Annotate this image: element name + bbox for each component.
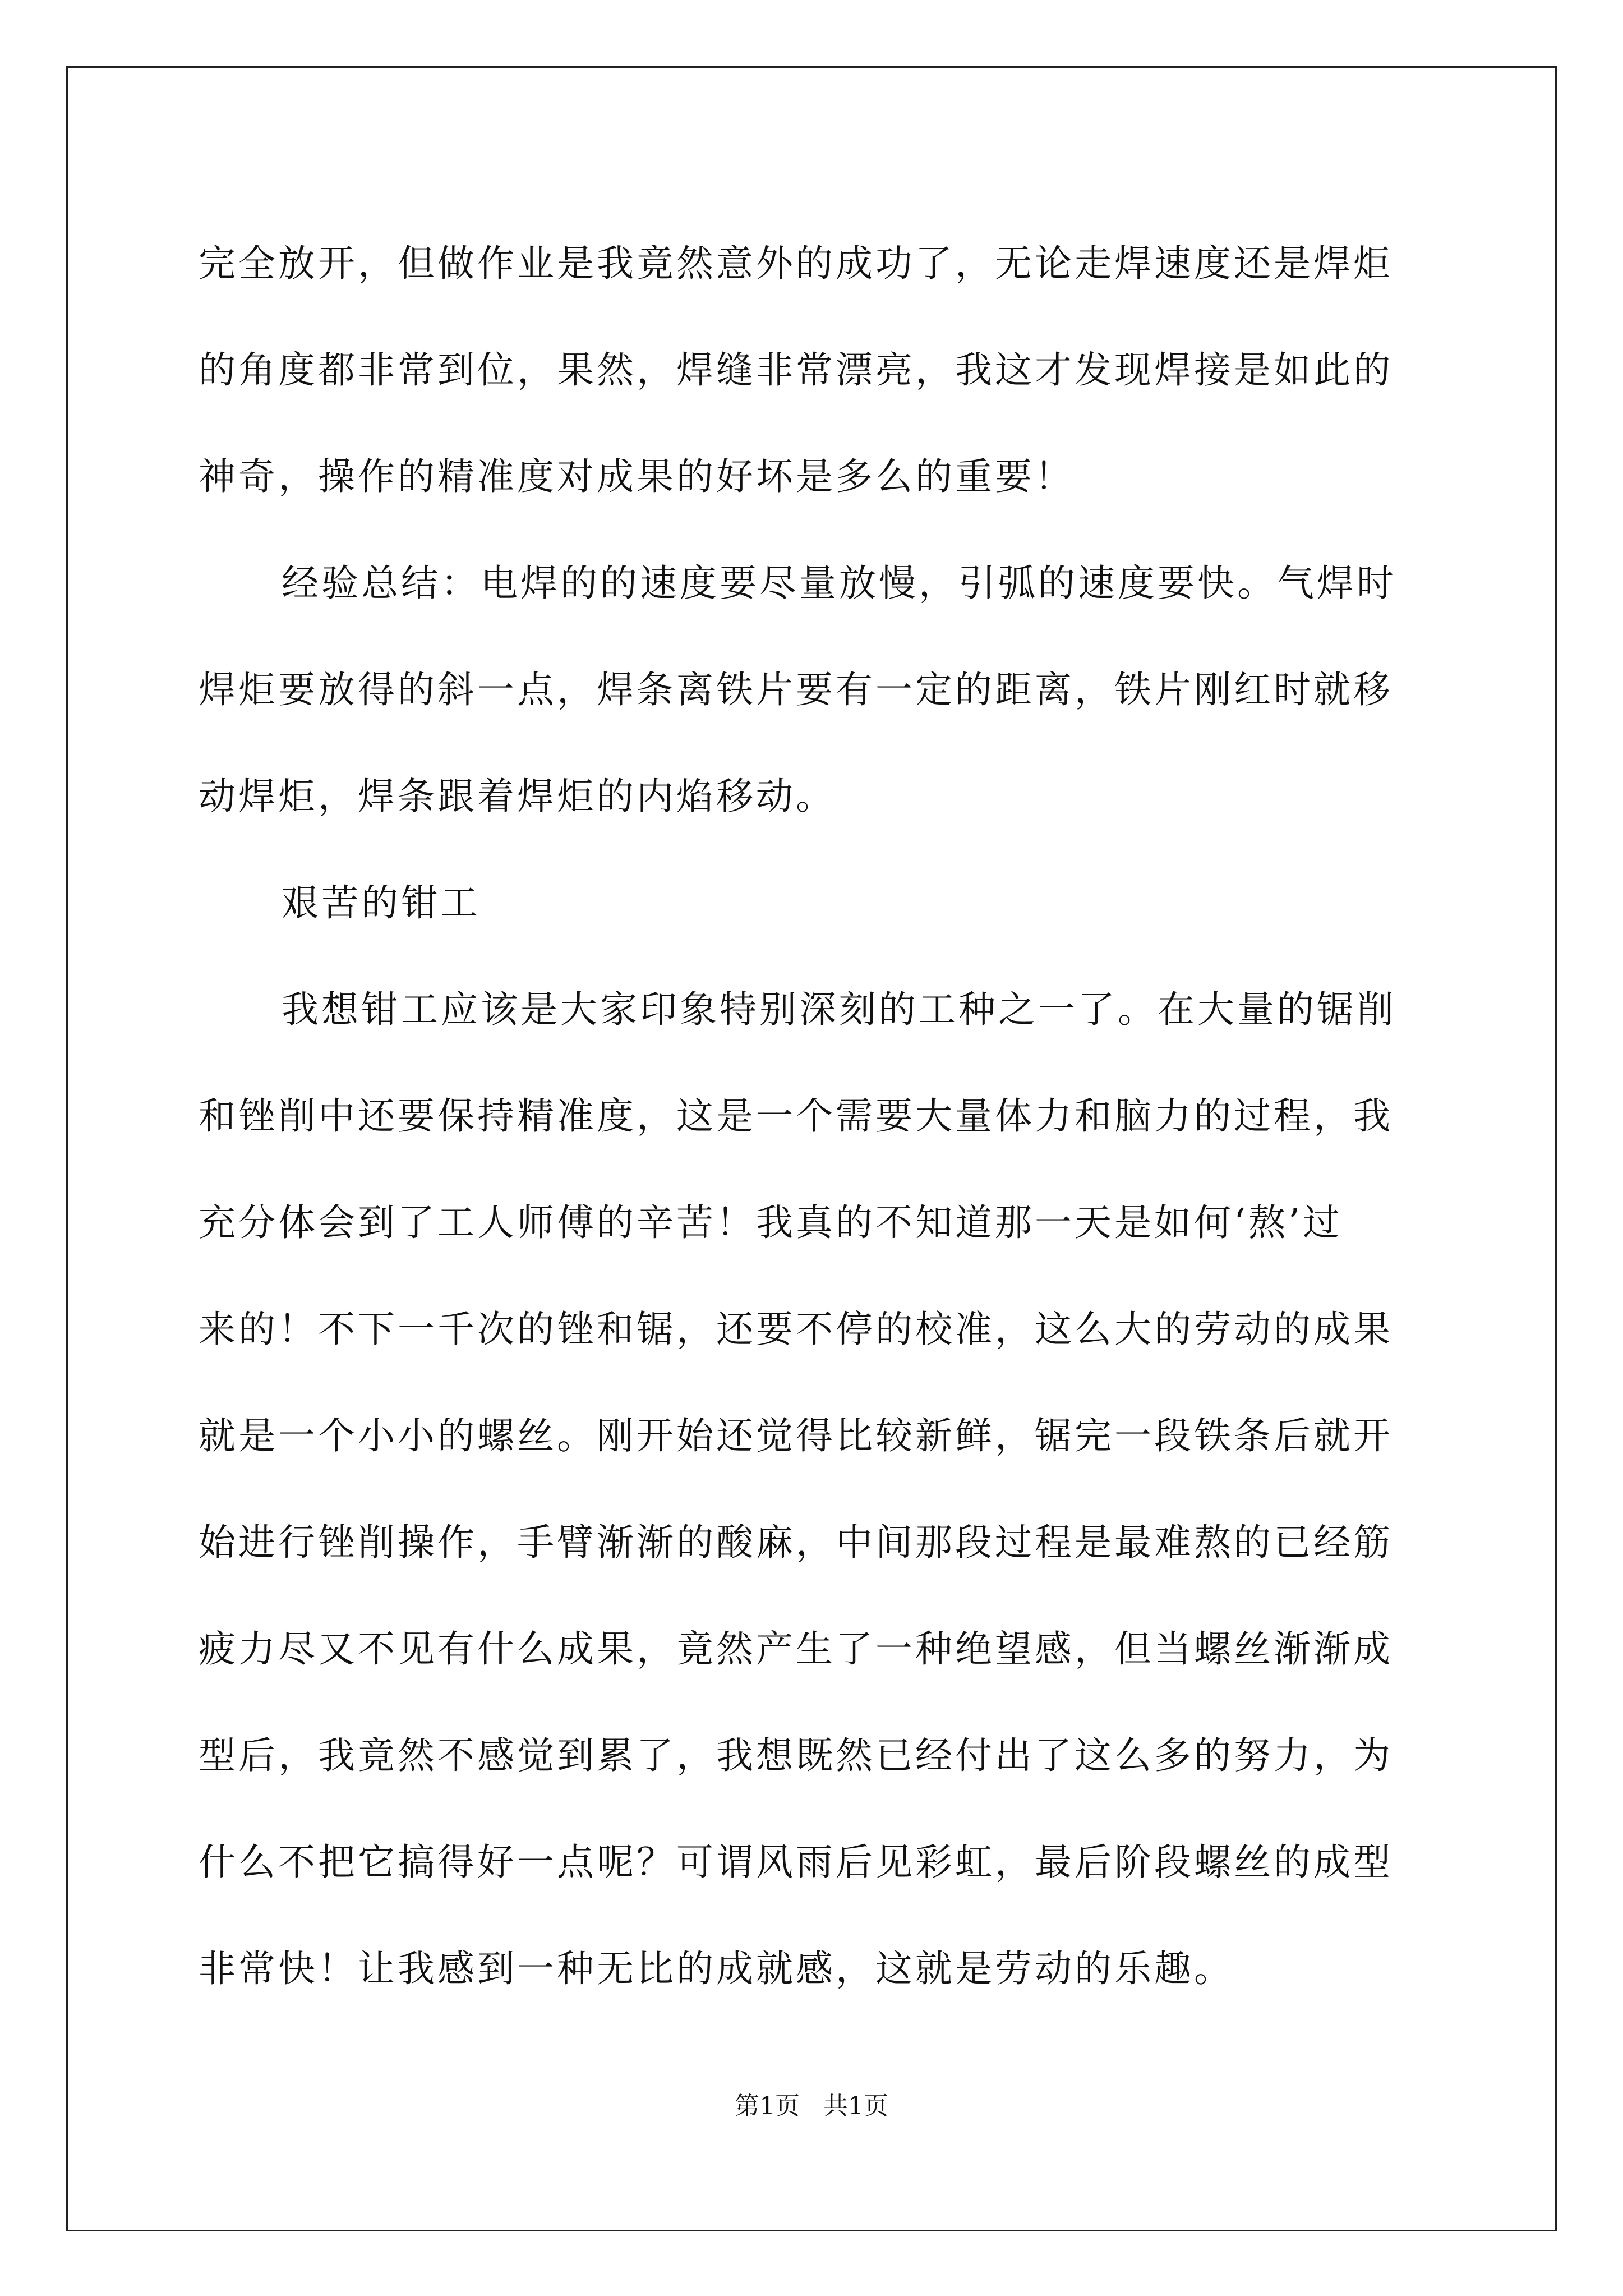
- text-line: 来的！不下一千次的锉和锯，还要不停的校准，这么大的劳动的成果: [199, 1308, 1393, 1351]
- text-line: 充分体会到了工人师傅的辛苦！我真的不知道那一天是如何‘熬’过: [199, 1201, 1343, 1244]
- paragraph-fitter: 我想钳工应该是大家印象特别深刻的工种之一了。在大量的锯削: [282, 988, 1396, 1031]
- text-line: 非常快！让我感到一种无比的成就感，这就是劳动的乐趣。: [199, 1947, 1234, 1990]
- text-line: 的角度都非常到位，果然，焊缝非常漂亮，我这才发现焊接是如此的: [199, 348, 1393, 392]
- page-footer-page-number: 第1页 共1页: [735, 2092, 888, 2120]
- text-line: 疲力尽又不见有什么成果，竟然产生了一种绝望感，但当螺丝渐渐成: [199, 1627, 1393, 1671]
- paragraph-experience-summary: 经验总结：电焊的的速度要尽量放慢，引弧的速度要快。气焊时: [282, 562, 1396, 605]
- text-line: 神奇，操作的精准度对成果的好坏是多么的重要！: [199, 455, 1075, 498]
- text-line: 完全放开，但做作业是我竟然意外的成功了，无论走焊速度还是焊炬: [199, 242, 1393, 285]
- text-line: 就是一个小小的螺丝。刚开始还觉得比较新鲜，锯完一段铁条后就开: [199, 1414, 1393, 1457]
- text-line: 动焊炬，焊条跟着焊炬的内焰移动。: [199, 775, 836, 818]
- text-line: 型后，我竟然不感觉到累了，我想既然已经付出了这么多的努力，为: [199, 1734, 1393, 1777]
- text-line: 什么不把它搞得好一点呢？可谓风雨后见彩虹，最后阶段螺丝的成型: [199, 1841, 1393, 1884]
- text-line: 始进行锉削操作，手臂渐渐的酸麻，中间那段过程是最难熬的已经筋: [199, 1521, 1393, 1564]
- section-heading-fitter: 艰苦的钳工: [282, 881, 481, 924]
- text-line: 和锉削中还要保持精准度，这是一个需要大量体力和脑力的过程，我: [199, 1094, 1393, 1138]
- document-body: [199, 210, 1427, 2022]
- text-line: 焊炬要放得的斜一点，焊条离铁片要有一定的距离，铁片刚红时就移: [199, 668, 1393, 711]
